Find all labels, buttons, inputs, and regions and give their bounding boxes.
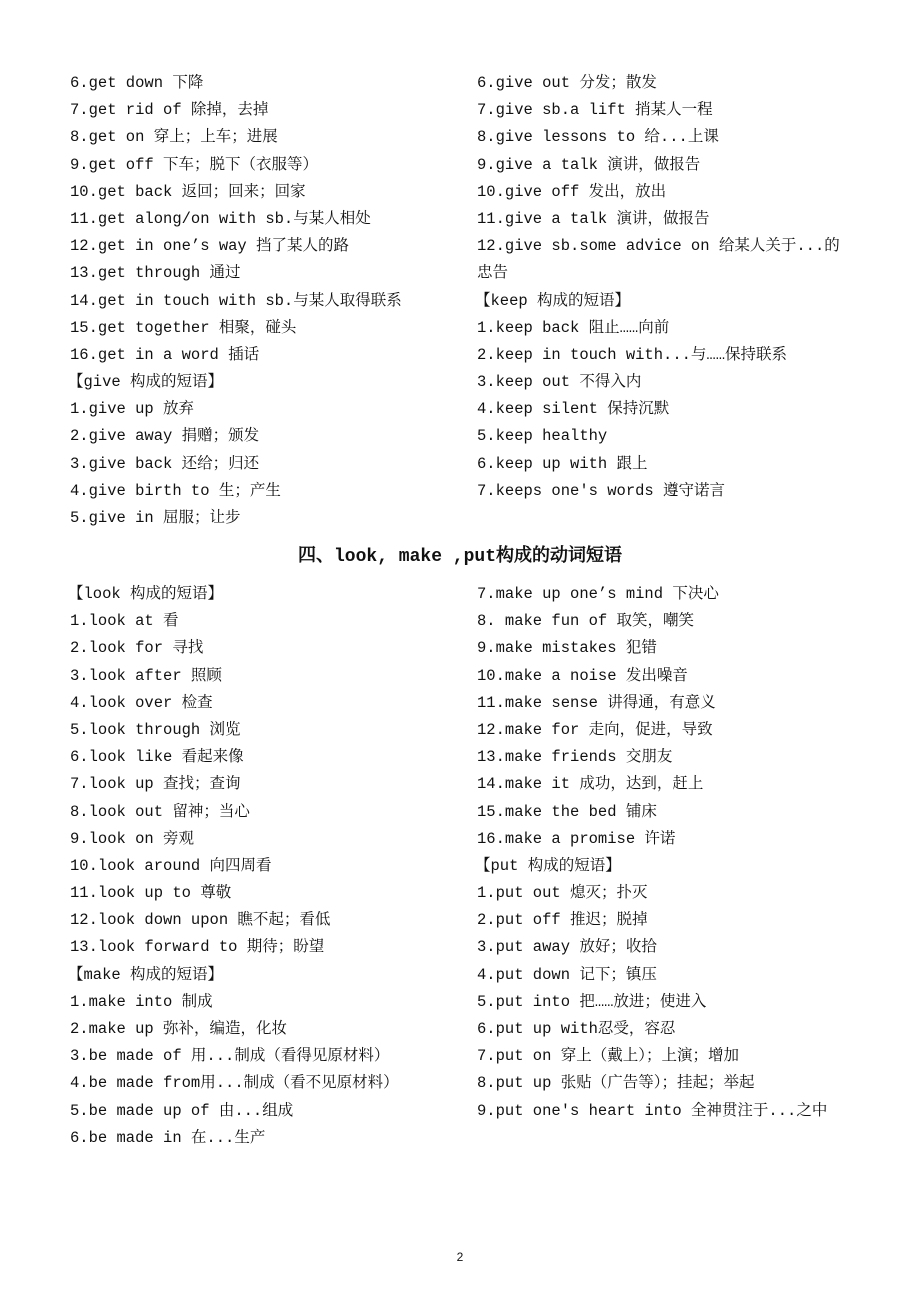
phrase-item: 6.keep up with 跟上 — [477, 454, 648, 473]
phrase-item: 16.get in a word 插话 — [70, 345, 260, 364]
phrase-item: 3.keep out 不得入内 — [477, 373, 642, 392]
phrase-item: 9.make mistakes 犯错 — [477, 639, 657, 658]
phrase-item: 1.look at 看 — [70, 612, 179, 631]
phrase-item: 7.put on 穿上（戴上）；上演；增加 — [477, 1047, 739, 1066]
phrase-item: 6.look like 看起来像 — [70, 748, 244, 767]
phrase-item: 13.get through 通过 — [70, 264, 241, 283]
phrase-item: 15.make the bed 铺床 — [477, 802, 657, 821]
get-give-phrases-column — [70, 70, 402, 532]
phrase-item: 11.look up to 尊敬 — [70, 884, 232, 903]
phrase-item: 9.get off 下车；脱下（衣服等） — [70, 155, 319, 174]
page-number: 2 — [456, 1250, 464, 1264]
phrase-item: 2.make up 弥补，编造，化妆 — [70, 1020, 288, 1038]
phrase-item: 2.put off 推迟；脱掉 — [477, 911, 648, 930]
phrase-item: 6.be made in 在...生产 — [70, 1128, 266, 1147]
phrase-item: 5.look through 浏览 — [70, 720, 241, 739]
phrase-item: 11.get along/on with sb.与某人相处 — [70, 209, 371, 228]
phrase-item: 14.make it 成功，达到，赶上 — [477, 775, 704, 794]
phrase-item: 13.look forward to 期待；盼望 — [70, 938, 325, 957]
group-heading: 【put 构成的短语】 — [475, 856, 621, 875]
phrase-item: 6.get down 下降 — [70, 74, 204, 92]
group-heading: 【make 构成的短语】 — [68, 965, 224, 984]
phrase-item: 12.get in one’s way 挡了某人的路 — [70, 237, 350, 256]
phrase-item: 12.make for 走向，促进，导致 — [477, 720, 713, 739]
phrase-item: 忠告 — [477, 264, 509, 283]
phrase-item: 10.look around 向四周看 — [70, 856, 272, 875]
give-keep-phrases-column — [477, 70, 840, 505]
phrase-item: 16.make a promise 许诺 — [477, 829, 676, 848]
phrase-item: 5.give in 屈服；让步 — [70, 509, 241, 527]
phrase-item: 15.get together 相聚，碰头 — [70, 318, 297, 337]
phrase-item: 1.give up 放弃 — [70, 400, 195, 419]
phrase-item: 10.make a noise 发出噪音 — [477, 666, 688, 685]
phrase-item: 1.make into 制成 — [70, 992, 213, 1011]
group-heading: 【keep 构成的短语】 — [475, 291, 631, 310]
phrase-item: 12.give sb.some advice on 给某人关于...的 — [477, 237, 840, 256]
phrase-item: 2.keep in touch with...与……保持联系 — [477, 345, 788, 364]
phrase-item: 4.put down 记下；镇压 — [477, 965, 657, 984]
phrase-item: 5.keep healthy — [477, 427, 608, 446]
phrase-item: 1.keep back 阻止……向前 — [477, 318, 670, 337]
phrase-item: 7.keeps one's words 遵守诺言 — [477, 481, 726, 500]
phrase-item: 3.look after 照顾 — [70, 666, 222, 685]
phrase-item: 4.give birth to 生；产生 — [70, 481, 281, 500]
phrase-item: 9.give a talk 演讲，做报告 — [477, 155, 701, 174]
phrase-item: 8.look out 留神；当心 — [70, 802, 250, 821]
phrase-item: 8.give lessons to 给...上课 — [477, 128, 719, 147]
phrase-item: 7.get rid of 除掉，去掉 — [70, 101, 269, 120]
phrase-item: 4.be made from用...制成（看不见原材料） — [70, 1074, 399, 1093]
phrase-item: 7.give sb.a lift 捎某人一程 — [477, 101, 713, 120]
phrase-item: 3.put away 放好；收拾 — [477, 938, 657, 957]
phrase-item: 6.give out 分发；散发 — [477, 74, 657, 92]
look-make-phrases-column — [70, 581, 399, 1152]
section-title: 四、look, make ,put构成的动词短语 — [297, 547, 623, 567]
phrase-item: 12.look down upon 瞧不起；看低 — [70, 911, 331, 930]
phrase-item: 1.put out 熄灭；扑灭 — [477, 884, 648, 903]
phrase-item: 2.look for 寻找 — [70, 639, 204, 658]
phrase-item: 8.get on 穿上；上车；进展 — [70, 128, 278, 147]
phrase-item: 7.look up 查找；查询 — [70, 775, 241, 794]
phrase-item: 4.keep silent 保持沉默 — [477, 400, 670, 419]
group-heading: 【look 构成的短语】 — [68, 585, 224, 603]
phrase-item: 9.put one's heart into 全神贯注于...之中 — [477, 1101, 828, 1120]
phrase-item: 5.be made up of 由...组成 — [70, 1101, 294, 1120]
phrase-item: 3.be made of 用...制成（看得见原材料） — [70, 1047, 390, 1066]
phrase-item: 10.get back 返回；回来；回家 — [70, 182, 306, 201]
phrase-item: 5.put into 把……放进；使进入 — [477, 992, 707, 1011]
phrase-item: 11.make sense 讲得通，有意义 — [477, 693, 716, 712]
phrase-item: 10.give off 发出，放出 — [477, 182, 667, 201]
phrase-item: 13.make friends 交朋友 — [477, 748, 673, 767]
phrase-item: 14.get in touch with sb.与某人取得联系 — [70, 291, 402, 310]
make-put-phrases-column — [477, 581, 827, 1125]
phrase-item: 8. make fun of 取笑，嘲笑 — [477, 612, 695, 631]
phrase-item: 11.give a talk 演讲，做报告 — [477, 209, 710, 228]
phrase-item: 9.look on 旁观 — [70, 829, 195, 848]
phrase-item: 4.look over 检查 — [70, 693, 213, 712]
phrase-item: 3.give back 还给；归还 — [70, 454, 260, 473]
group-heading: 【give 构成的短语】 — [68, 373, 224, 392]
phrase-item: 6.put up with忍受，容忍 — [477, 1020, 676, 1038]
phrase-item: 7.make up one’s mind 下决心 — [477, 585, 719, 603]
phrase-item: 2.give away 捐赠；颁发 — [70, 427, 260, 446]
phrase-item: 8.put up 张贴（广告等）；挂起；举起 — [477, 1074, 755, 1093]
